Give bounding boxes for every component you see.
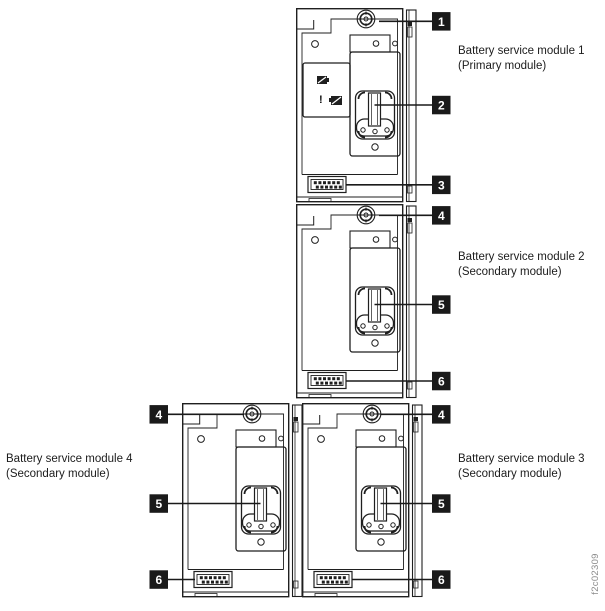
callout-connector-module-3: [352, 571, 450, 589]
callout-handle-module-2: [375, 296, 451, 314]
module-2-type: (Secondary module): [458, 266, 562, 278]
module-3-drawing: [303, 404, 422, 597]
module-2-name: Battery service module 2: [458, 251, 585, 263]
callout-handle-module-1: [375, 96, 451, 114]
callout-handle-module-4: [150, 495, 261, 513]
module-1-type: (Primary module): [458, 60, 547, 72]
callouts-module-4: [150, 406, 261, 589]
module-4-name: Battery service module 4: [6, 453, 133, 465]
battery-icon: [329, 96, 342, 105]
exclamation-mark: !: [319, 94, 323, 106]
callouts-module-2: [346, 207, 450, 390]
callout-number: 5: [437, 298, 445, 312]
callout-number: 4: [437, 208, 445, 223]
callout-number: 6: [437, 374, 445, 389]
module-4-drawing: [183, 404, 302, 597]
battery-icon: [317, 76, 329, 84]
module-1-label: [458, 44, 585, 74]
module-3-type: (Secondary module): [458, 468, 562, 480]
module-3-name: Battery service module 3: [458, 453, 585, 465]
module-4-label: [6, 452, 133, 482]
module-4-type: (Secondary module): [6, 468, 110, 480]
module-3-label: [458, 452, 585, 482]
callout-number: 6: [155, 573, 163, 587]
module-2-label: [458, 250, 585, 280]
callout-number: 5: [155, 497, 163, 511]
callout-connector-module-2: [346, 372, 450, 390]
callout-number: 3: [437, 178, 445, 193]
module-1-name: Battery service module 1: [458, 45, 585, 57]
callout-number: 6: [437, 573, 445, 587]
callout-screw-module-2: [379, 207, 450, 225]
callout-number: 4: [155, 407, 163, 422]
callout-number: 4: [437, 407, 445, 422]
callout-screw-module-4: [150, 406, 244, 424]
callout-connector-module-1: [346, 176, 450, 194]
callout-connector-module-4: [150, 571, 195, 589]
callout-number: 2: [437, 98, 445, 113]
callouts-module-1: [346, 13, 450, 194]
figure-code: f2c02309: [590, 553, 601, 595]
module-2-drawing: [297, 205, 416, 398]
warning-label-panel: [303, 63, 350, 117]
callout-screw-module-1: [379, 13, 450, 31]
callout-number: 5: [437, 497, 445, 511]
callout-number: 1: [437, 14, 445, 29]
